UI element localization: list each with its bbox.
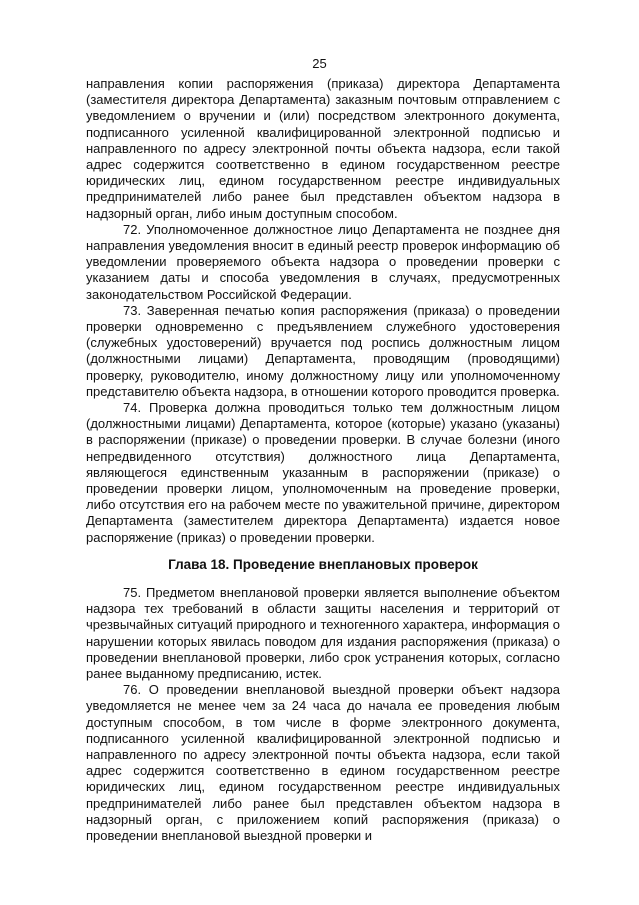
chapter-heading: Глава 18. Проведение внеплановых проверок bbox=[168, 556, 478, 572]
paragraph-72: 72. Уполномоченное должностное лицо Департамента не позднее дня направления уведомления вносит в единый реестр проверок информацию об уведомлении проверяемого объекта надзора о проведении проверки с указанием даты и способа уведомления в случаях, предусмотренных законодательством Российской Федерации. bbox=[86, 221, 560, 302]
paragraph-76: 76. О проведении внеплановой выездной проверки объект надзора уведомляется не менее чем за 24 часа до начала ее проведения любым доступным способом, в том числе в форме электронного документа, подписанного усиленной квалифицированной электронной подписью и направленного по адресу электронной почты объекта надзора, если такой адрес содержится соответственно в едином государственном реестре юридических лиц, едином государственном реестре индивидуальных предпринимателей либо ранее был представлен объектом надзора в надзорный орган, с приложением копий распоряжения (приказа) о проведении внеплановой выездной проверки и bbox=[86, 682, 560, 843]
paragraph-continuation: направления копии распоряжения (приказа) директора Департамента (заместителя директора Департамента) заказным почтовым отправлением с уведомлением о вручении и (или) посредством электронного документа, подписанного усиленной квалифицированной электронной подписью и направленного по адресу электронной почты объекта надзора, если такой адрес содержится соответственно в едином государственном реестре юридических лиц, едином государственном реестре индивидуальных предпринимателей либо ранее был представлен объектом надзора в надзорный орган, либо иным доступным способом. bbox=[86, 76, 560, 221]
paragraph-74: 74. Проверка должна проводиться только тем должностным лицом (должностными лицами) Департамента, которое (которые) указано (указаны) в распоряжении (приказе) о проведении проверки. В случае болезни (иного непредвиденного отсутствия) должностного лица Департамента, являющегося единственным указанным в распоряжении (приказе) о проведении проверки лицом, уполномоченным на проведение проверки, либо отсутствия его на рабочем месте по уважительной причине, директором Департамента (заместителем директора Департамента) издается новое распоряжение (приказ) о проведении проверки. bbox=[86, 400, 560, 545]
document-body bbox=[86, 76, 560, 844]
page-number: 25 bbox=[312, 56, 327, 71]
paragraph-73: 73. Заверенная печатью копия распоряжения (приказа) о проведении проверки одновременно с предъявлением служебного удостоверения (служебных удостоверений) вручается под роспись должностным лицом (должностными лицами) Департамента, проводящим (проводящими) проверку, руководителю, иному должностному лицу или уполномоченному представителю объекта надзора, в отношении которого проводится проверка. bbox=[86, 302, 560, 399]
paragraph-75: 75. Предметом внеплановой проверки является выполнение объектом надзора тех требований в области защиты населения и территорий от чрезвычайных ситуаций природного и техногенного характера, информация о нарушении которых явилась поводом для издания распоряжения (приказа) о проведении внеплановой проверки, либо срок устранения которых, согласно ранее выданному предписанию, истек. bbox=[86, 584, 560, 681]
